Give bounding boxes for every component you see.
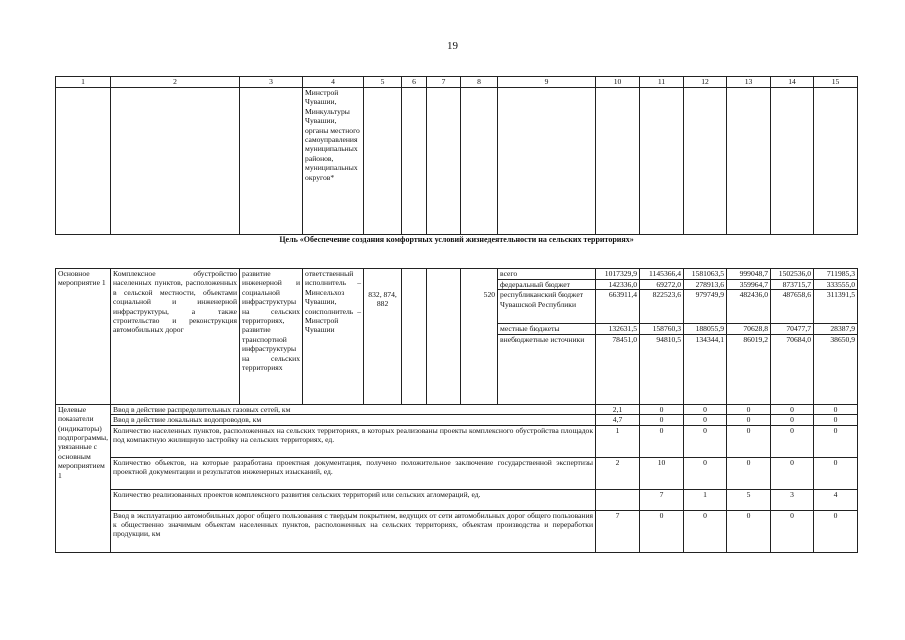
value-cell: 70477,7 (771, 324, 814, 334)
value-cell: 1581063,5 (684, 269, 727, 280)
col-num: 6 (402, 77, 427, 88)
indicator-value: 0 (640, 404, 684, 414)
value-cell: 94810,5 (640, 334, 684, 404)
source-label: федеральный бюджет (498, 280, 596, 290)
value-cell: 359964,7 (727, 280, 771, 290)
indicator-value: 0 (640, 415, 684, 425)
value-cell: 134344,1 (684, 334, 727, 404)
indicator-text: Ввод в эксплуатацию автомобильных дорог общего пользования с твердым покрытием, ведущих от сети автомобильных дорог общего пользования к общественно значимым объектам населенных пунктов, расположенных на сельских территориях, объектам производства и переработки продукции, км (111, 510, 596, 552)
col-num: 3 (240, 77, 303, 88)
indicator-row (56, 415, 858, 425)
indicator-value: 0 (771, 457, 814, 489)
indicator-value: 0 (684, 425, 727, 457)
value-cell: 38650,9 (814, 334, 858, 404)
measure-executors: ответственный исполнитель – Минсельхоз Чувашии, соисполнитель – Минстрой Чувашии (303, 269, 364, 405)
indicator-value: 0 (771, 510, 814, 552)
value-cell: 278913,6 (684, 280, 727, 290)
col-num: 15 (814, 77, 858, 88)
indicator-value (596, 489, 640, 510)
indicator-value: 1 (684, 489, 727, 510)
source-label: республиканский бюджет Чувашской Республики (498, 290, 596, 324)
indicator-value: 0 (727, 510, 771, 552)
indicator-value: 0 (727, 425, 771, 457)
value-cell: 711985,3 (814, 269, 858, 280)
value-cell: 188055,9 (684, 324, 727, 334)
col-num: 14 (771, 77, 814, 88)
value-cell: 86019,2 (727, 334, 771, 404)
program-table (55, 76, 858, 553)
indicator-value: 0 (814, 510, 858, 552)
value-cell: 311391,5 (814, 290, 858, 324)
col-num: 1 (56, 77, 111, 88)
indicator-row (56, 457, 858, 489)
value-cell: 1502536,0 (771, 269, 814, 280)
col-num: 5 (364, 77, 402, 88)
measure-description: Комплексное обустройство населенных пунктов, расположенных в сельской местности, объектами социальной и инженерной инфраструктуры, а также строительство и реконструкция автомобильных дорог (111, 269, 240, 405)
indicators-label: Целевые показатели (индикаторы) подпрограммы, увязанные с основным мероприятием 1 (56, 404, 111, 552)
indicator-value: 4 (814, 489, 858, 510)
indicator-value: 0 (814, 425, 858, 457)
value-cell: 482436,0 (727, 290, 771, 324)
indicator-value: 0 (640, 510, 684, 552)
indicator-text: Количество реализованных проектов комплексного развития сельских территорий или сельских агломераций, ед. (111, 489, 596, 510)
col-num: 7 (427, 77, 461, 88)
value-cell: 70628,8 (727, 324, 771, 334)
indicator-value: 0 (814, 457, 858, 489)
source-label: местные бюджеты (498, 324, 596, 334)
indicator-value: 0 (640, 425, 684, 457)
value-cell: 78451,0 (596, 334, 640, 404)
value-cell: 999048,7 (727, 269, 771, 280)
indicator-row (56, 404, 858, 414)
col-num: 12 (684, 77, 727, 88)
col-num: 8 (461, 77, 498, 88)
value-cell: 1017329,9 (596, 269, 640, 280)
value-cell: 333555,0 (814, 280, 858, 290)
indicator-value: 4,7 (596, 415, 640, 425)
indicator-value: 2 (596, 457, 640, 489)
col-num: 10 (596, 77, 640, 88)
indicator-value: 2,1 (596, 404, 640, 414)
indicator-value: 0 (684, 415, 727, 425)
value-cell: 663911,4 (596, 290, 640, 324)
col-num: 9 (498, 77, 596, 88)
budget-codes: 832, 874, 882 (364, 290, 402, 324)
col-num: 11 (640, 77, 684, 88)
indicator-value: 0 (684, 404, 727, 414)
value-cell: 70684,0 (771, 334, 814, 404)
value-cell: 979749,9 (684, 290, 727, 324)
indicator-value: 0 (727, 415, 771, 425)
page-number: 19 (447, 40, 458, 52)
indicator-value: 0 (771, 415, 814, 425)
indicator-text: Количество населенных пунктов, расположенных на сельских территориях, в которых реализованы проекты комплексного обустройства площадок под компактную жилищную застройку на сельских территориях, ед. (111, 425, 596, 457)
col-num: 4 (303, 77, 364, 88)
source-label: внебюджетные источники (498, 334, 596, 404)
col-num: 13 (727, 77, 771, 88)
measure-row (56, 269, 858, 280)
indicator-value: 0 (771, 404, 814, 414)
indicator-value: 0 (814, 404, 858, 414)
continuation-row (56, 88, 858, 235)
indicator-text: Ввод в действие распределительных газовых сетей, км (111, 404, 596, 414)
indicator-value: 7 (596, 510, 640, 552)
indicator-value: 5 (727, 489, 771, 510)
indicator-value: 7 (640, 489, 684, 510)
value-cell: 132631,5 (596, 324, 640, 334)
value-cell: 822523,6 (640, 290, 684, 324)
indicator-value: 0 (727, 404, 771, 414)
goal-heading: Цель «Обеспечение создания комфортных условий жизнедеятельности на сельских территориях» (56, 235, 858, 269)
indicator-text: Количество объектов, на которые разработана проектная документация, получено положительное заключение государственной экспертизы проектной документации и результатов инженерных изысканий, ед. (111, 457, 596, 489)
indicator-row (56, 489, 858, 510)
measure-task: развитие инженерной и социальной инфраструктуры на сельских территориях, развитие транспортной инфраструктуры на сельских территориях (240, 269, 303, 405)
value-cell: 142336,0 (596, 280, 640, 290)
indicator-value: 0 (684, 510, 727, 552)
source-label: всего (498, 269, 596, 280)
value-cell: 873715,7 (771, 280, 814, 290)
col-num: 2 (111, 77, 240, 88)
indicator-value: 0 (684, 457, 727, 489)
value-cell: 28387,9 (814, 324, 858, 334)
column-number-row (56, 77, 858, 88)
indicator-text: Ввод в действие локальных водопроводов, км (111, 415, 596, 425)
value-cell: 69272,0 (640, 280, 684, 290)
goal-row (56, 235, 858, 269)
indicator-value: 0 (727, 457, 771, 489)
indicator-row (56, 510, 858, 552)
executors-cell: Минстрой Чувашии, Минкультуры Чувашии, органы местного самоуправления муниципальных районов, муниципальных округов* (303, 88, 364, 235)
type-code: 520 (461, 290, 498, 324)
indicator-value: 10 (640, 457, 684, 489)
indicator-row (56, 425, 858, 457)
value-cell: 487658,6 (771, 290, 814, 324)
value-cell: 1145366,4 (640, 269, 684, 280)
indicator-value: 3 (771, 489, 814, 510)
value-cell: 158760,3 (640, 324, 684, 334)
indicator-value: 0 (771, 425, 814, 457)
measure-name: Основное мероприятие 1 (56, 269, 111, 405)
indicator-value: 0 (814, 415, 858, 425)
indicator-value: 1 (596, 425, 640, 457)
